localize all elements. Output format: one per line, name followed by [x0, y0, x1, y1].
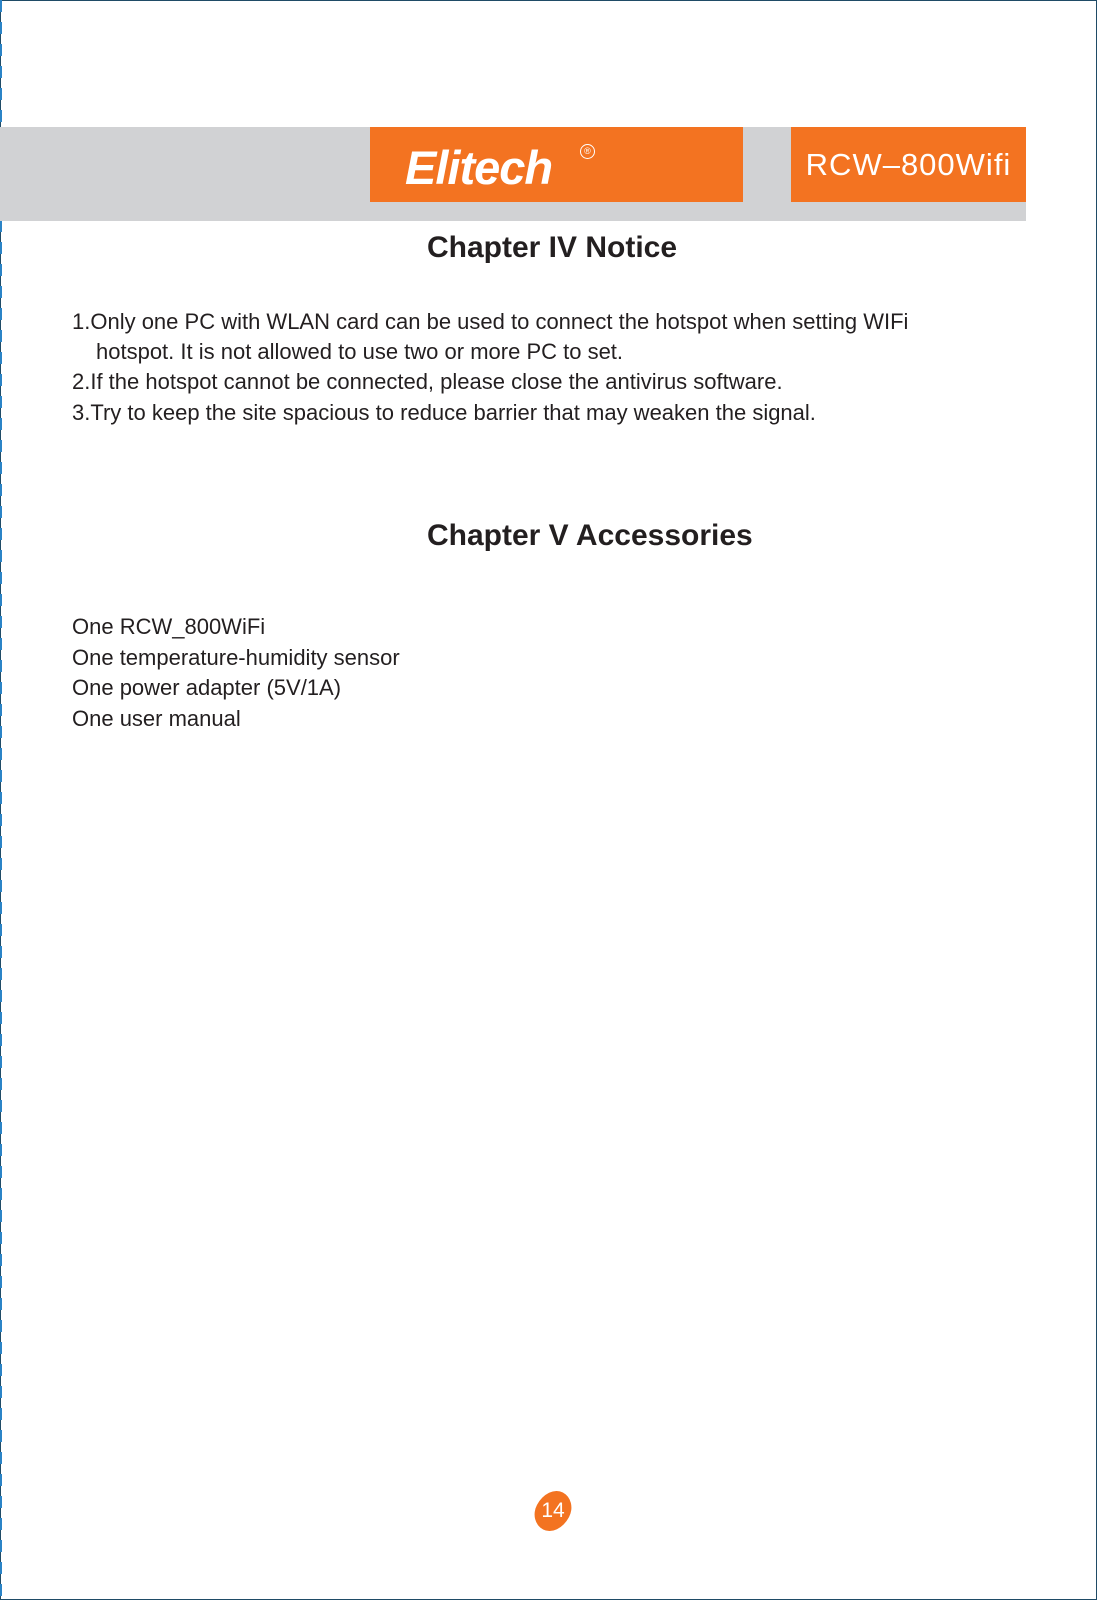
accessory-item: One RCW_800WiFi: [72, 614, 266, 639]
notice-line: 1.Only one PC with WLAN card can be used to connect the hotspot when setting WIFi: [72, 309, 909, 334]
chapter-v-title: Chapter V Accessories: [427, 519, 753, 552]
registered-mark: ®: [580, 144, 595, 159]
accessory-item: One power adapter (5V/1A): [72, 675, 342, 700]
brand-logo: Elitech: [405, 141, 553, 194]
page-number: 14: [541, 1499, 565, 1522]
model-label: RCW–800Wifi: [805, 147, 1012, 182]
accessory-item: One user manual: [72, 706, 241, 731]
notice-line: hotspot. It is not allowed to use two or more PC to set.: [96, 339, 624, 364]
accessory-item: One temperature-humidity sensor: [72, 645, 400, 670]
notice-line: 2.If the hotspot cannot be connected, please close the antivirus software.: [72, 369, 783, 394]
notice-line: 3.Try to keep the site spacious to reduce barrier that may weaken the signal.: [72, 400, 816, 425]
chapter-iv-title: Chapter IV Notice: [427, 231, 678, 264]
binding-guide-line: [0, 0, 2, 1601]
